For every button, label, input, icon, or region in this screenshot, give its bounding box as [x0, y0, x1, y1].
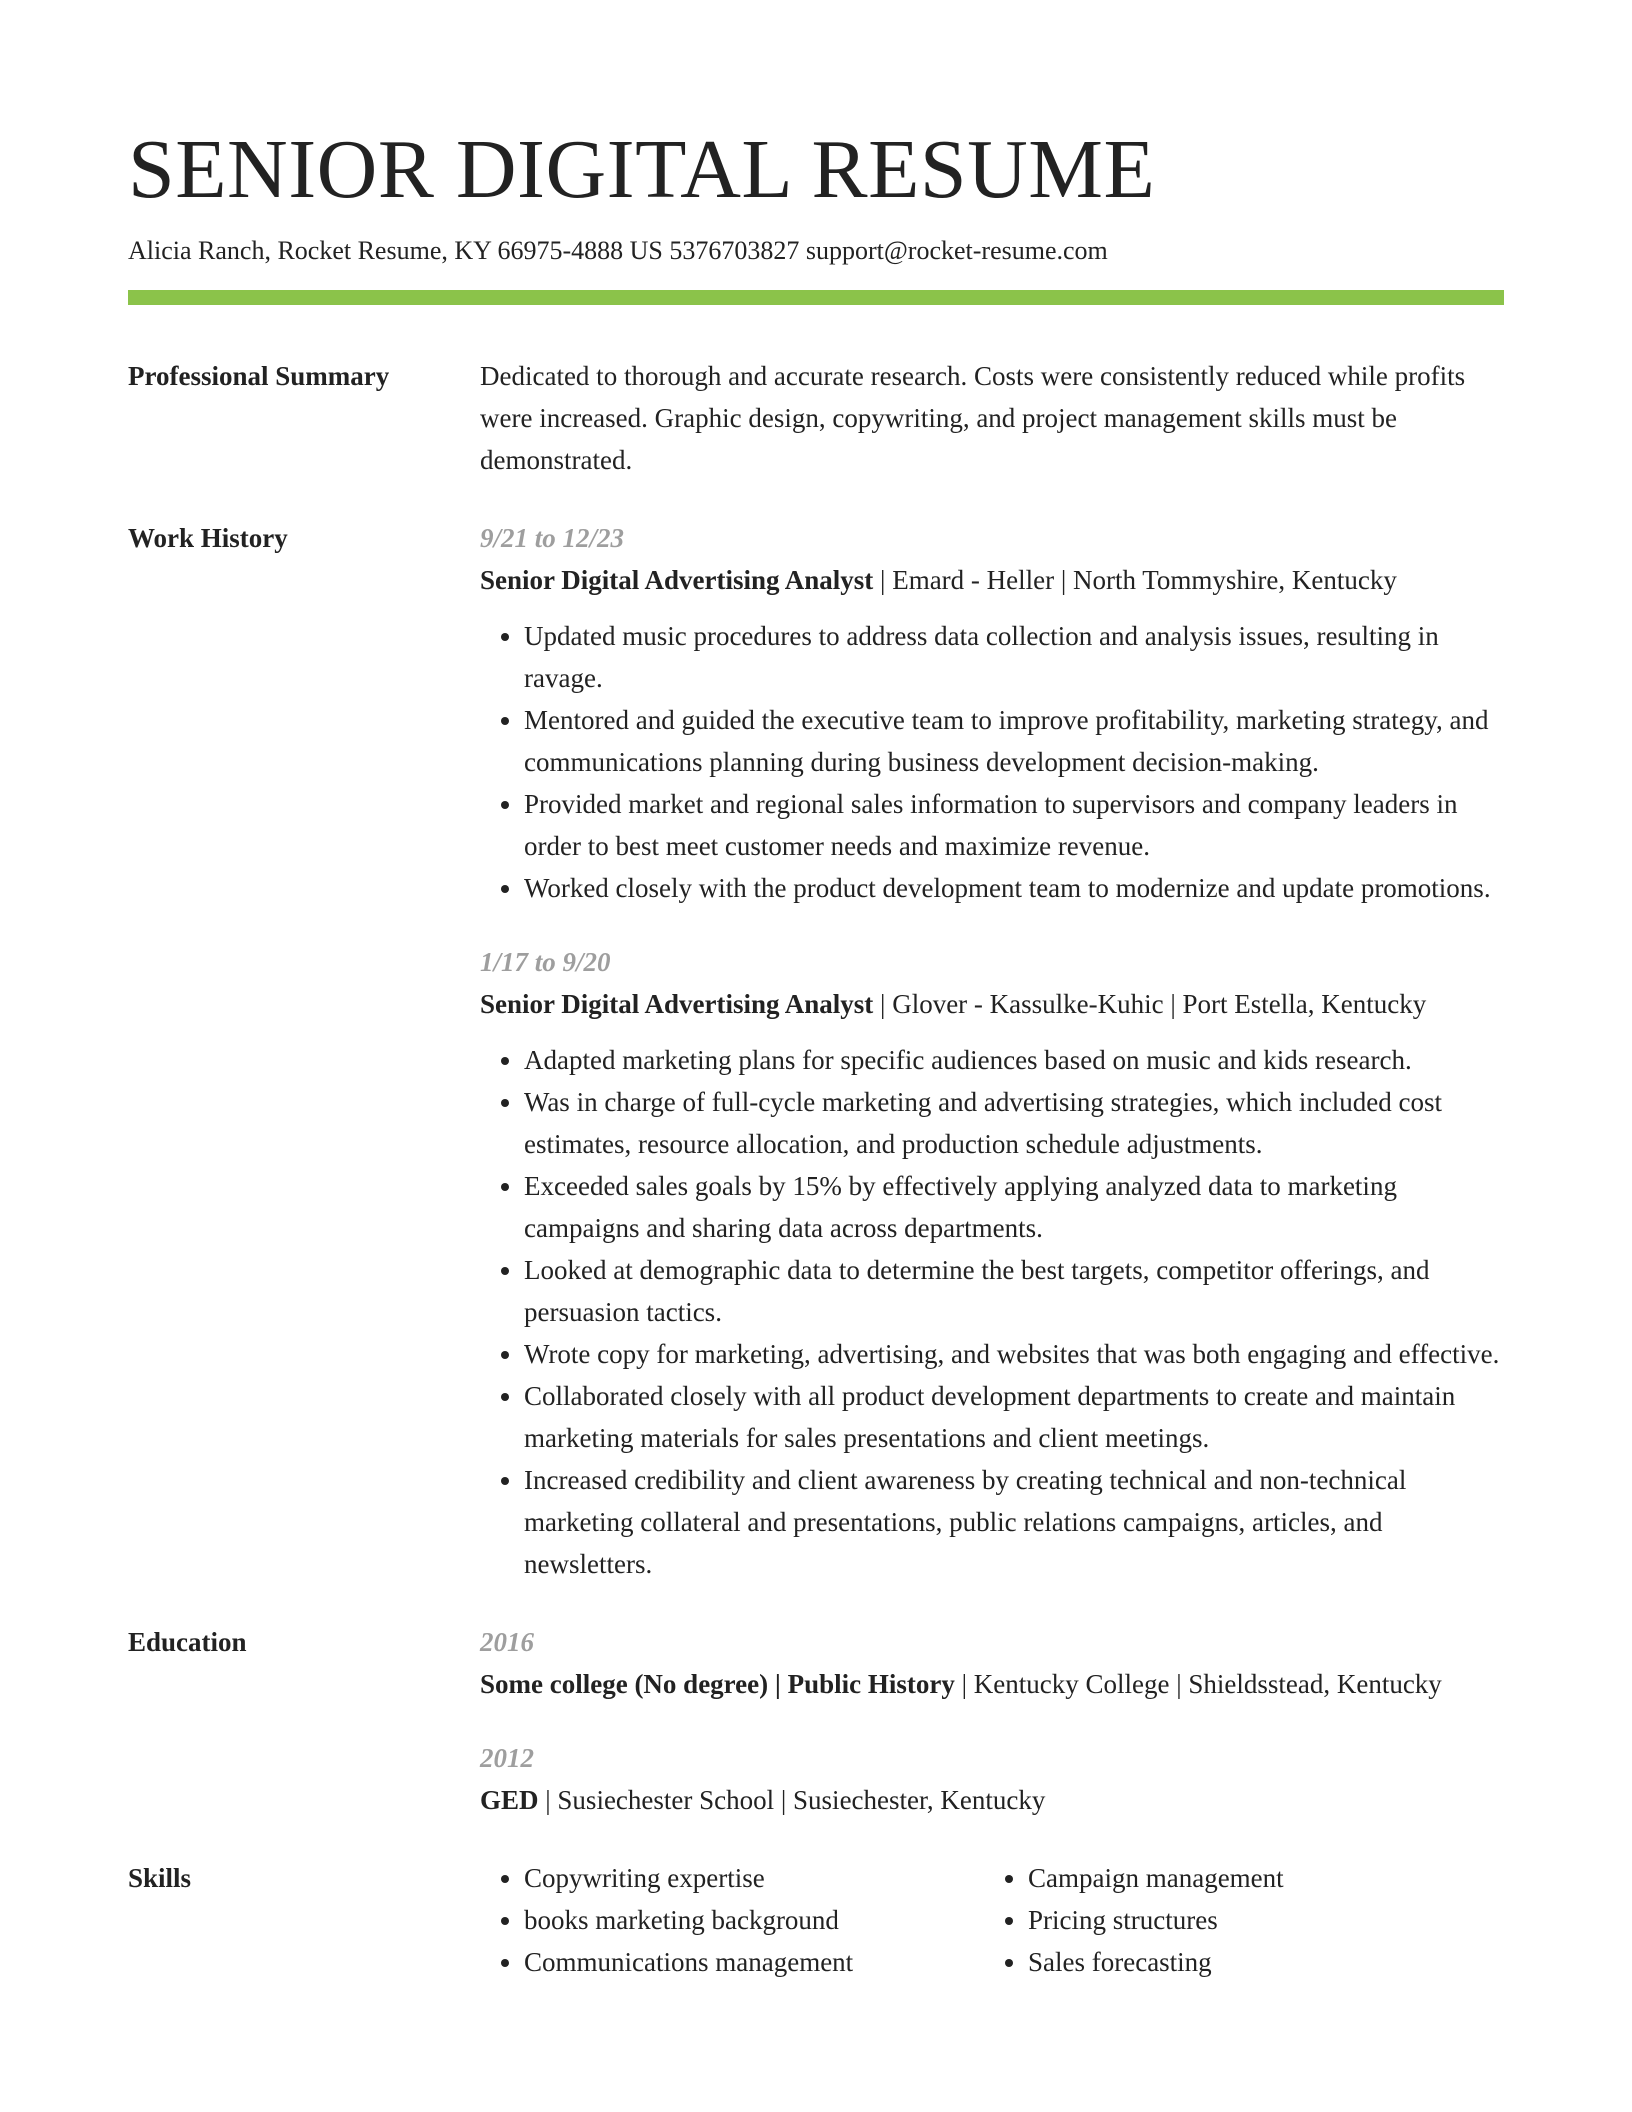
job-bullet: • Collaborated closely with all product development departments to create and maintain marketing materials for sales presentations and client meetings.: [524, 1375, 1504, 1459]
job-details: | Glover - Kassulke-Kuhic | Port Estella, Kentucky: [873, 989, 1427, 1019]
contact-line: Alicia Ranch, Rocket Resume, KY 66975-4888 US 5376703827 support@rocket-resume.com: [128, 236, 1108, 265]
section-label-skills: Skills: [128, 1863, 192, 1893]
job-bullet: • Exceeded sales goals by 15% by effectively applying analyzed data to marketing campaigns and sharing data across departments.: [524, 1165, 1504, 1249]
summary-text: Dedicated to thorough and accurate research. Costs were consistently reduced while profits were increased. Graphic design, copywriting, and project management skills must be demonstrated.: [480, 361, 1466, 475]
job-bullet: • Updated music procedures to address data collection and analysis issues, resulting in ravage.: [524, 615, 1504, 699]
job-bullet: • Adapted marketing plans for specific audiences based on music and kids research.: [524, 1039, 1504, 1081]
job-entry: [480, 941, 1504, 1585]
education-year: 2012: [480, 1743, 534, 1773]
education-entry: [480, 1737, 1504, 1821]
job-bullet: • Increased credibility and client awareness by creating technical and non-technical marketing collateral and presentations, public relations campaigns, articles, and newsletters.: [524, 1459, 1504, 1585]
resume-page: [128, 120, 1504, 1983]
section-label-education: Education: [128, 1627, 247, 1657]
summary-section: [128, 355, 1504, 481]
job-bullet: • Was in charge of full-cycle marketing and advertising strategies, which included cost estimates, resource allocation, and production schedule adjustments.: [524, 1081, 1504, 1165]
job-details: | Emard - Heller | North Tommyshire, Kentucky: [873, 565, 1397, 595]
job-bullet: • Wrote copy for marketing, advertising, and websites that was both engaging and effective.: [524, 1333, 1504, 1375]
education-year: 2016: [480, 1627, 534, 1657]
job-heading: [480, 983, 1504, 1025]
skill-item: • Pricing structures: [1028, 1899, 1488, 1941]
job-title: Senior Digital Advertising Analyst: [480, 565, 874, 595]
job-bullet: • Looked at demographic data to determine the best targets, competitor offerings, and persuasion tactics.: [524, 1249, 1504, 1333]
skill-item: • books marketing background: [524, 1899, 984, 1941]
education-degree: GED: [480, 1785, 539, 1815]
education-heading: [480, 1779, 1504, 1821]
job-dates: 9/21 to 12/23: [480, 523, 625, 553]
skills-section: [128, 1857, 1504, 1983]
job-bullet: • Provided market and regional sales information to supervisors and company leaders in order to best meet customer needs and maximize revenue.: [524, 783, 1504, 867]
job-bullet: • Mentored and guided the executive team to improve profitability, marketing strategy, and communications planning during business development decision-making.: [524, 699, 1504, 783]
education-entry: [480, 1621, 1504, 1705]
skill-item: • Communications management: [524, 1941, 984, 1983]
work-history-section: [128, 517, 1504, 1585]
skills-list-right: [984, 1857, 1488, 1983]
job-dates: 1/17 to 9/20: [480, 947, 611, 977]
resume-title: SENIOR DIGITAL RESUME: [128, 123, 1156, 216]
skills-columns: [480, 1857, 1504, 1983]
education-heading: [480, 1663, 1504, 1705]
education-details: | Susiechester School | Susiechester, Kentucky: [538, 1785, 1046, 1815]
skill-item: • Copywriting expertise: [524, 1857, 984, 1899]
education-details: | Kentucky College | Shieldsstead, Kentucky: [954, 1669, 1442, 1699]
job-heading: [480, 559, 1504, 601]
education-degree: Some college (No degree) | Public History: [480, 1669, 955, 1699]
job-title: Senior Digital Advertising Analyst: [480, 989, 874, 1019]
accent-divider: [128, 290, 1504, 305]
education-section: [128, 1621, 1504, 1821]
skills-list-left: [480, 1857, 984, 1983]
section-label-work-history: Work History: [128, 523, 288, 553]
job-bullets: [480, 1039, 1504, 1585]
job-entry: [480, 517, 1504, 909]
section-label-summary: Professional Summary: [128, 361, 390, 391]
skill-item: • Campaign management: [1028, 1857, 1488, 1899]
job-bullet: • Worked closely with the product development team to modernize and update promotions.: [524, 867, 1504, 909]
job-bullets: [480, 615, 1504, 909]
skill-item: • Sales forecasting: [1028, 1941, 1488, 1983]
